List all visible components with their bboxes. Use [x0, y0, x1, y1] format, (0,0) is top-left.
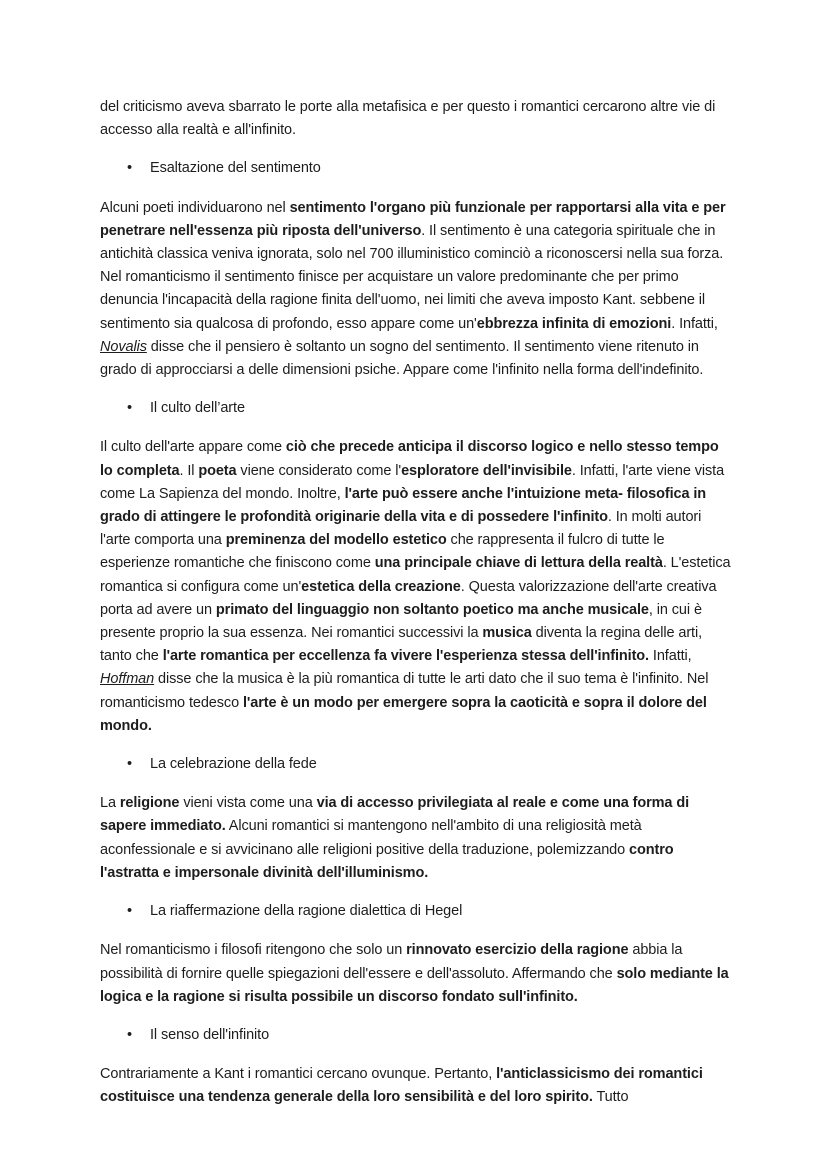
bullet-item — [100, 1024, 732, 1047]
bullet-label — [150, 400, 245, 416]
text-run: abbia la possibilità di fornire quelle spiegazioni dell'essere e dell'assoluto. Affermando che — [100, 942, 683, 982]
bullet-label — [150, 160, 321, 176]
text-run: Il culto dell'arte appare come — [100, 439, 286, 456]
text-run: Contrariamente a Kant i romantici cercano ovunque. Pertanto, — [100, 1066, 497, 1083]
text-run: Tutto — [592, 1089, 629, 1106]
text-run: preminenza del modello estetico — [225, 532, 447, 549]
text-run: Infatti, — [648, 648, 692, 665]
text-run: . Il sentimento è una categoria spirituale che in antichità classica veniva ignorata, solo nel 700 illuministico cominciò a riconoscersi nella sua forza. Nel romanticismo il sentimento finisce per acquistare un valore predominante che per primo denuncia l'incapacità della ragione finita dell'uomo, nei limiti che aveva imposto Kant. sebbene il sentimento sia qualcosa di profondo, esso appare come un' — [100, 222, 724, 332]
text-run: del criticismo aveva sbarrato le porte alla metafisica e per questo i romantici cercarono altre vie di accesso alla realtà e all'infinito. — [100, 99, 716, 139]
text-run: disse che la musica è la più romantica di tutte le arti dato che il suo tema è l'infinito. Nel romanticismo tedesco — [100, 671, 709, 711]
paragraph — [100, 792, 732, 885]
text-run: l'arte è un modo per emergere sopra la caoticità e sopra il dolore del mondo. — [100, 694, 707, 734]
text-run: . L'estetica romantica si configura come un' — [100, 555, 731, 595]
text-run: esploratore dell'invisibile — [401, 462, 572, 479]
document-content — [100, 96, 732, 1125]
text-run: contro l'astratta e impersonale divinità dell'illuminismo. — [100, 841, 674, 881]
text-run: . In molti autori l'arte comporta una — [100, 509, 702, 549]
text-run: La celebrazione della fede — [150, 756, 317, 773]
text-run: rinnovato esercizio della ragione — [406, 942, 629, 959]
paragraph — [100, 436, 732, 738]
text-run: ebbrezza infinita di emozioni — [476, 315, 672, 332]
text-run: Il culto dell’arte — [150, 400, 245, 417]
bullet-icon: • — [127, 1026, 132, 1043]
text-run: primato del linguaggio non soltanto poetico ma anche musicale — [215, 601, 649, 618]
text-run: via di accesso privilegiata al reale e come una forma di sapere immediato. — [100, 795, 690, 835]
bullet-icon: • — [127, 903, 132, 920]
text-run: diventa la regina delle arti, tanto che — [100, 625, 703, 665]
text-run: , in cui è presente proprio la sua essenza. Nei romantici successivi la — [100, 601, 702, 642]
paragraph — [100, 939, 732, 1009]
text-run: . Infatti, — [671, 315, 718, 332]
text-run: ciò che precede anticipa il discorso logico e nello stesso tempo lo completa — [100, 439, 719, 479]
bullet-label — [150, 1027, 269, 1043]
text-run: La riaffermazione della ragione dialettica di Hegel — [150, 903, 463, 920]
text-run: . Infatti, l'arte viene vista come La Sapienza del mondo. Inoltre, — [100, 462, 725, 502]
bullet-label — [150, 903, 462, 919]
text-run: Alcuni romantici si mantengono nell'ambito di una religiosità metà aconfessionale e si avvicinano alle religioni positive della traduzione, polemizzando — [100, 818, 642, 858]
text-run: Il senso dell'infinito — [150, 1026, 270, 1043]
text-run: estetica della creazione — [301, 578, 461, 595]
bullet-icon: • — [127, 756, 132, 773]
text-run: Nel romanticismo i filosofi ritengono che solo un — [100, 942, 407, 959]
text-run: religione — [119, 795, 180, 812]
text-run: Novalis — [100, 338, 147, 355]
bullet-icon: • — [127, 400, 132, 417]
text-run: viene considerato come l' — [236, 462, 402, 479]
bullet-item — [100, 900, 732, 923]
text-run: La — [100, 795, 120, 812]
text-run: Esaltazione del sentimento — [150, 160, 321, 177]
text-run: poeta — [198, 462, 237, 479]
bullet-item — [100, 157, 732, 180]
text-run: Alcuni poeti individuarono nel — [100, 199, 290, 216]
text-run: musica — [482, 625, 532, 642]
text-run: l'arte può essere anche l'intuizione meta- filosofica in grado di attingere le profondità originarie della vita e di possedere l'infinito — [100, 485, 707, 526]
paragraph — [100, 96, 732, 142]
text-run: disse che il pensiero è soltanto un sogno del sentimento. Il sentimento viene ritenuto in grado di approcciarsi a delle dimensioni psiche. Appare come l'infinito nella forma dell'indefinito. — [100, 338, 704, 379]
bullet-icon: • — [127, 160, 132, 177]
bullet-item — [100, 397, 732, 420]
text-run: una principale chiave di lettura della realtà — [374, 555, 663, 572]
paragraph — [100, 1063, 732, 1109]
text-run: che rappresenta il fulcro di tutte le esperienze romantiche che finiscono come — [100, 532, 665, 572]
paragraph — [100, 197, 732, 383]
text-run: solo mediante la logica e la ragione si risulta possibile un discorso fondato sull'infinito. — [100, 965, 729, 1005]
text-run: Hoffman — [100, 671, 155, 688]
bullet-label — [150, 756, 317, 772]
text-run: l'arte romantica per eccellenza fa vivere l'esperienza stessa dell'infinito. — [162, 648, 649, 665]
bullet-item — [100, 753, 732, 776]
text-run: . Questa valorizzazione dell'arte creativa porta ad avere un — [100, 578, 717, 618]
text-run: sentimento l'organo più funzionale per rapportarsi alla vita e per penetrare nell'essenza più riposta dell'universo — [100, 199, 726, 239]
text-run: . Il — [179, 462, 199, 479]
text-run: vieni vista come una — [179, 795, 317, 812]
text-run: l'anticlassicismo dei romantici costituisce una tendenza generale della loro sensibilità e del loro spirito. — [100, 1066, 703, 1106]
